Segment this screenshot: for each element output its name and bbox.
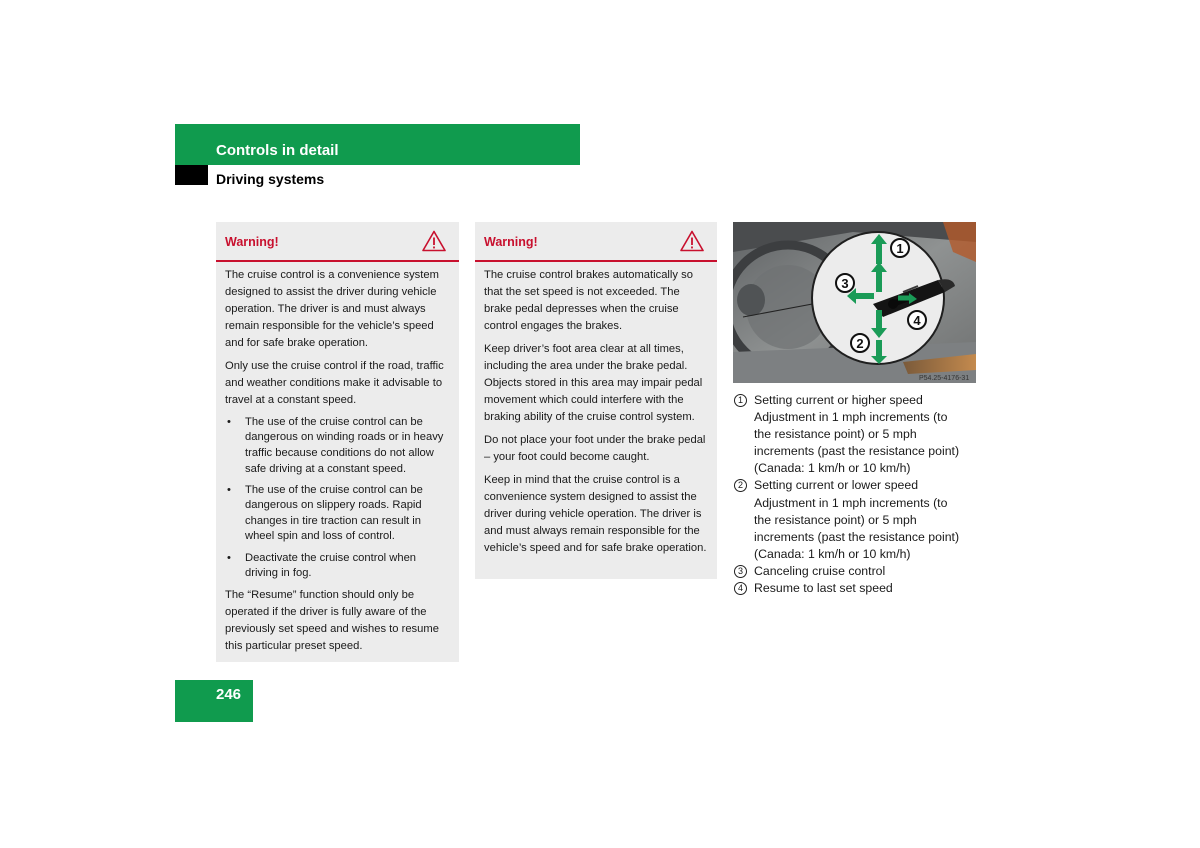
warning-paragraph: Only use the cruise control if the road, traffic and weather conditions make it advisable to travel at a constant speed.	[225, 359, 444, 407]
legend-line: the resistance point) or 5 mph	[754, 427, 917, 442]
warning-paragraph: Do not place your foot under the brake pedal – your foot could become caught.	[484, 433, 706, 463]
bullet-dot: •	[227, 551, 231, 564]
photo-code: P54.25-4176-31	[919, 375, 970, 382]
legend-item	[733, 392, 983, 477]
callout-3: 3	[841, 276, 849, 291]
bullet-item	[225, 551, 450, 582]
legend-line: Resume to last set speed	[754, 581, 893, 596]
legend-number: 1	[734, 394, 747, 407]
bullet-item	[225, 483, 450, 545]
warning-title: Warning!	[225, 235, 279, 249]
legend-line: Setting current or lower speed	[754, 478, 919, 493]
warning-header	[216, 222, 459, 262]
bullet-text: Deactivate the cruise control when driving in fog.	[245, 551, 417, 580]
legend-line: Setting current or higher speed	[754, 393, 923, 407]
page-number-box	[175, 680, 253, 722]
bullet-dot: •	[227, 415, 231, 428]
warning-paragraph: The cruise control is a convenience system designed to assist the driver during vehicle operation. The driver is and must always remain responsible for the vehicle’s speed and for safe brake operation.	[225, 269, 439, 350]
warning-header	[475, 222, 717, 262]
cruise-control-lever-photo	[733, 222, 976, 383]
legend-line: Adjustment in 1 mph increments (to	[754, 410, 948, 425]
warning-box-cruise-control	[216, 222, 459, 662]
callout-2: 2	[856, 336, 864, 351]
warning-paragraph: The cruise control brakes automatically so that the set speed is not exceeded. The brake pedal depresses when the cruise control engages the brakes.	[484, 269, 693, 333]
callout-4: 4	[913, 313, 921, 328]
callout-1: 1	[896, 241, 904, 256]
callout-legend	[733, 392, 983, 597]
legend-line: (Canada: 1 km/h or 10 km/h)	[754, 546, 911, 561]
legend-item	[733, 477, 983, 562]
section-subtitle: Driving systems	[216, 171, 325, 187]
legend-line: Adjustment in 1 mph increments (to	[754, 495, 948, 510]
section-marker	[175, 165, 208, 185]
legend-line: increments (past the resistance point)	[754, 444, 960, 459]
bullet-text: The use of the cruise control can be dangerous on winding roads or in heavy traffic because conditions do not allow safe driving at a constant speed.	[245, 415, 444, 475]
legend-number: 3	[734, 565, 747, 578]
warning-title: Warning!	[484, 235, 538, 249]
warning-triangle-icon	[680, 230, 704, 252]
warning-paragraph: Keep in mind that the cruise control is a convenience system designed to assist the driver during vehicle operation. The driver is and must always remain responsible for the vehicle’s speed and for safe brake operation.	[484, 473, 707, 554]
legend-line: the resistance point) or 5 mph	[754, 512, 917, 527]
warning-paragraph: The “Resume” function should only be operated if the driver is fully aware of the previously set speed and wishes to resume this particular preset speed.	[225, 589, 439, 653]
section-title: Controls in detail	[216, 142, 339, 159]
warning-body	[216, 262, 459, 656]
legend-item	[733, 580, 983, 597]
legend-line: increments (past the resistance point)	[754, 529, 960, 544]
legend-line: Canceling cruise control	[754, 563, 886, 578]
legend-number: 2	[734, 479, 747, 492]
warning-triangle-icon	[422, 230, 446, 252]
page-number: 246	[216, 686, 242, 703]
legend-item	[733, 563, 983, 580]
bullet-item	[225, 415, 450, 477]
legend-line: (Canada: 1 km/h or 10 km/h)	[754, 461, 911, 476]
warning-body	[475, 262, 717, 557]
warning-box-brakes	[475, 222, 717, 579]
warning-paragraph: Keep driver’s foot area clear at all times, including the area under the brake pedal. Objects stored in this area may impair pedal movement which could interfere with the braking ability of the cruise control system.	[484, 342, 703, 424]
bullet-text: The use of the cruise control can be dangerous on slippery roads. Rapid changes in tire traction can result in wheel spin and loss of control.	[245, 483, 423, 543]
bullet-dot: •	[227, 483, 231, 496]
lever-illustration	[733, 222, 976, 383]
legend-number: 4	[734, 582, 747, 595]
